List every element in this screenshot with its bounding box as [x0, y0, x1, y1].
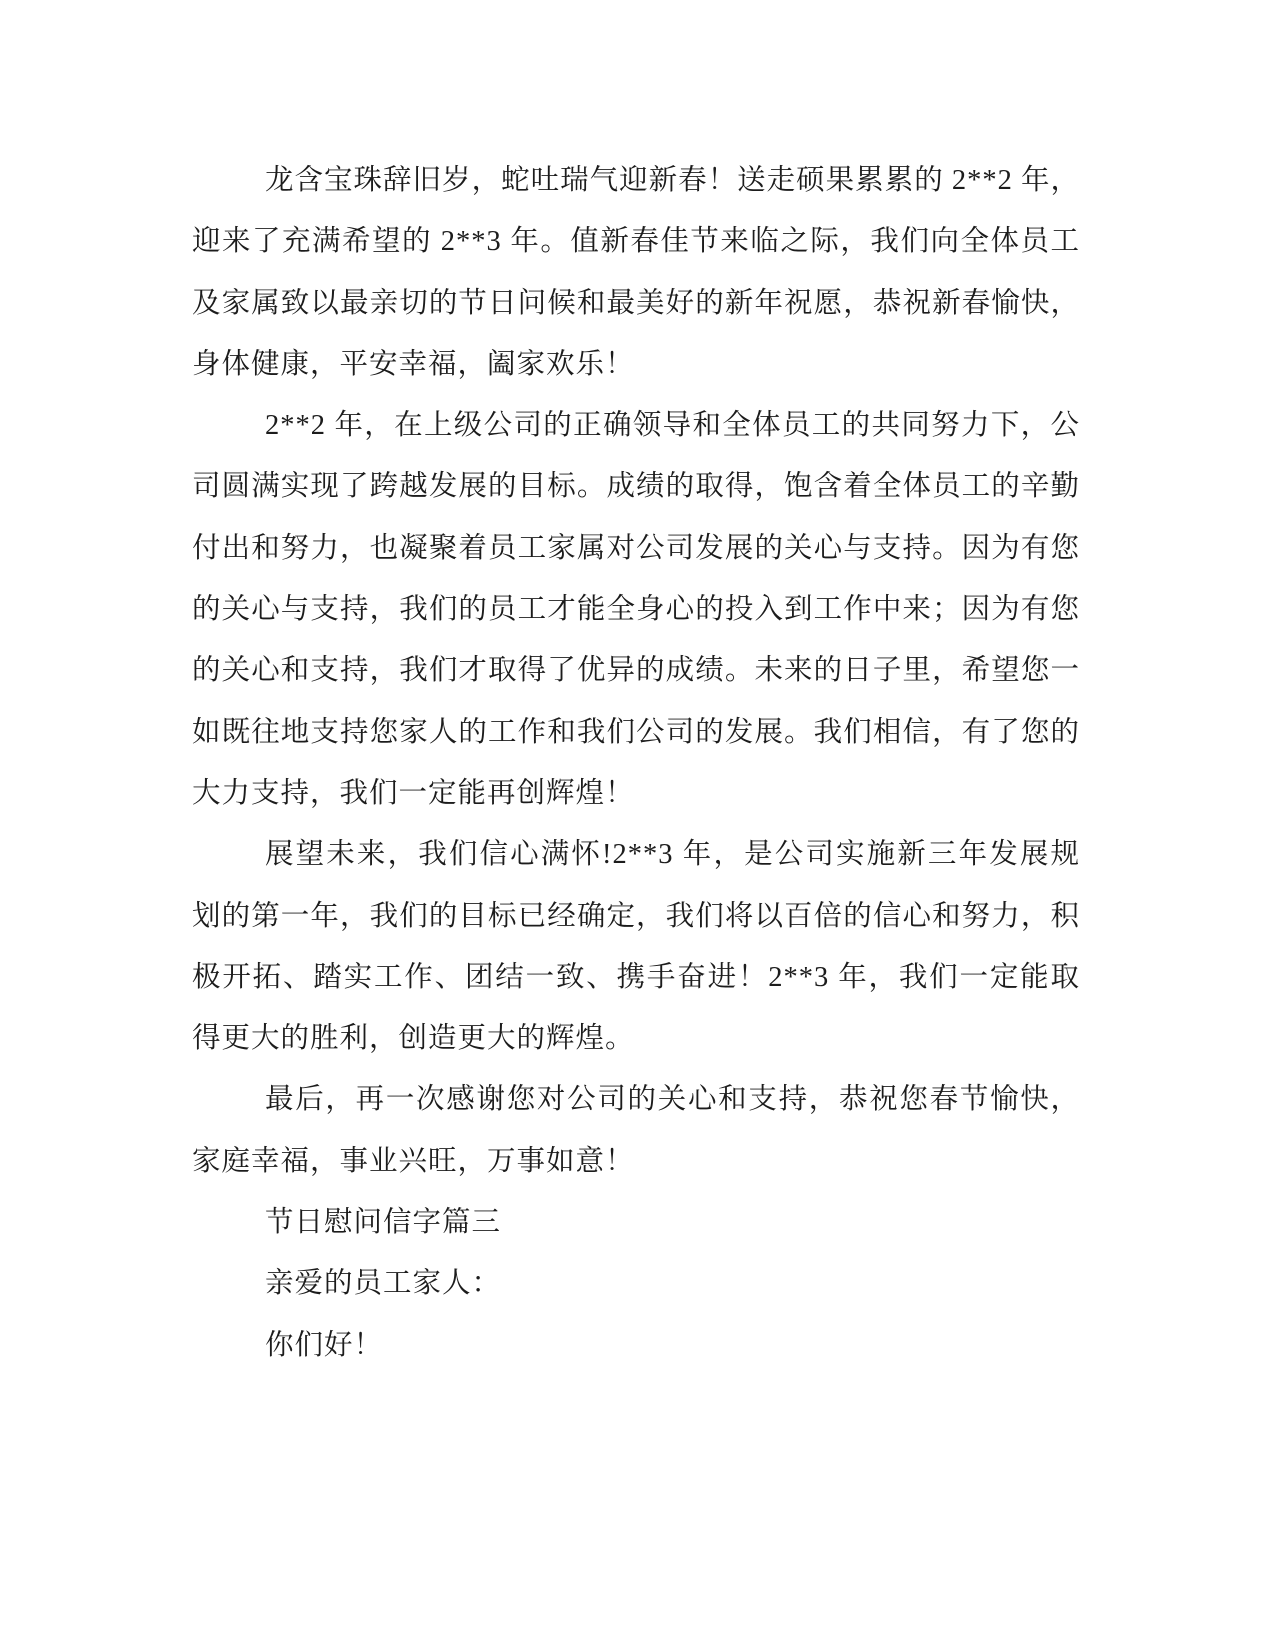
document-body — [192, 150, 1080, 1376]
paragraph-new-year-greeting: 龙含宝珠辞旧岁，蛇吐瑞气迎新春！送走硕果累累的 2**2 年，迎来了充满希望的 2**3 年。值新春佳节来临之际，我们向全体员工及家属致以最亲切的节日问候和最美好的新年祝愿，恭祝新春愉快，身体健康，平安幸福，阖家欢乐！ — [192, 165, 1080, 380]
paragraph-hello: 你们好！ — [265, 1329, 384, 1361]
paragraph-future-outlook: 展望未来，我们信心满怀!2**3 年，是公司实施新三年发展规划的第一年，我们的目标已经确定，我们将以百倍的信心和努力，积极开拓、踏实工作、团结一致、携手奋进！2**3 年，我们一定能取得更大的胜利，创造更大的辉煌。 — [192, 839, 1080, 1055]
paragraph-final-thanks: 最后，再一次感谢您对公司的关心和支持，恭祝您春节愉快，家庭幸福，事业兴旺，万事如意！ — [192, 1084, 1080, 1177]
paragraph-year-review-thanks: 2**2 年，在上级公司的正确领导和全体员工的共同努力下，公司圆满实现了跨越发展的目标。成绩的取得，饱含着全体员工的辛勤付出和努力，也凝聚着员工家属对公司发展的关心与支持。因为有您的关心与支持，我们的员工才能全身心的投入到工作中来；因为有您的关心和支持，我们才取得了优异的成绩。未来的日子里，希望您一如既往地支持您家人的工作和我们公司的发展。我们相信，有了您的大力支持，我们一定能再创辉煌！ — [192, 410, 1080, 809]
paragraph-salutation: 亲爱的员工家人： — [265, 1268, 502, 1300]
section-title-letter-three: 节日慰问信字篇三 — [265, 1207, 502, 1239]
